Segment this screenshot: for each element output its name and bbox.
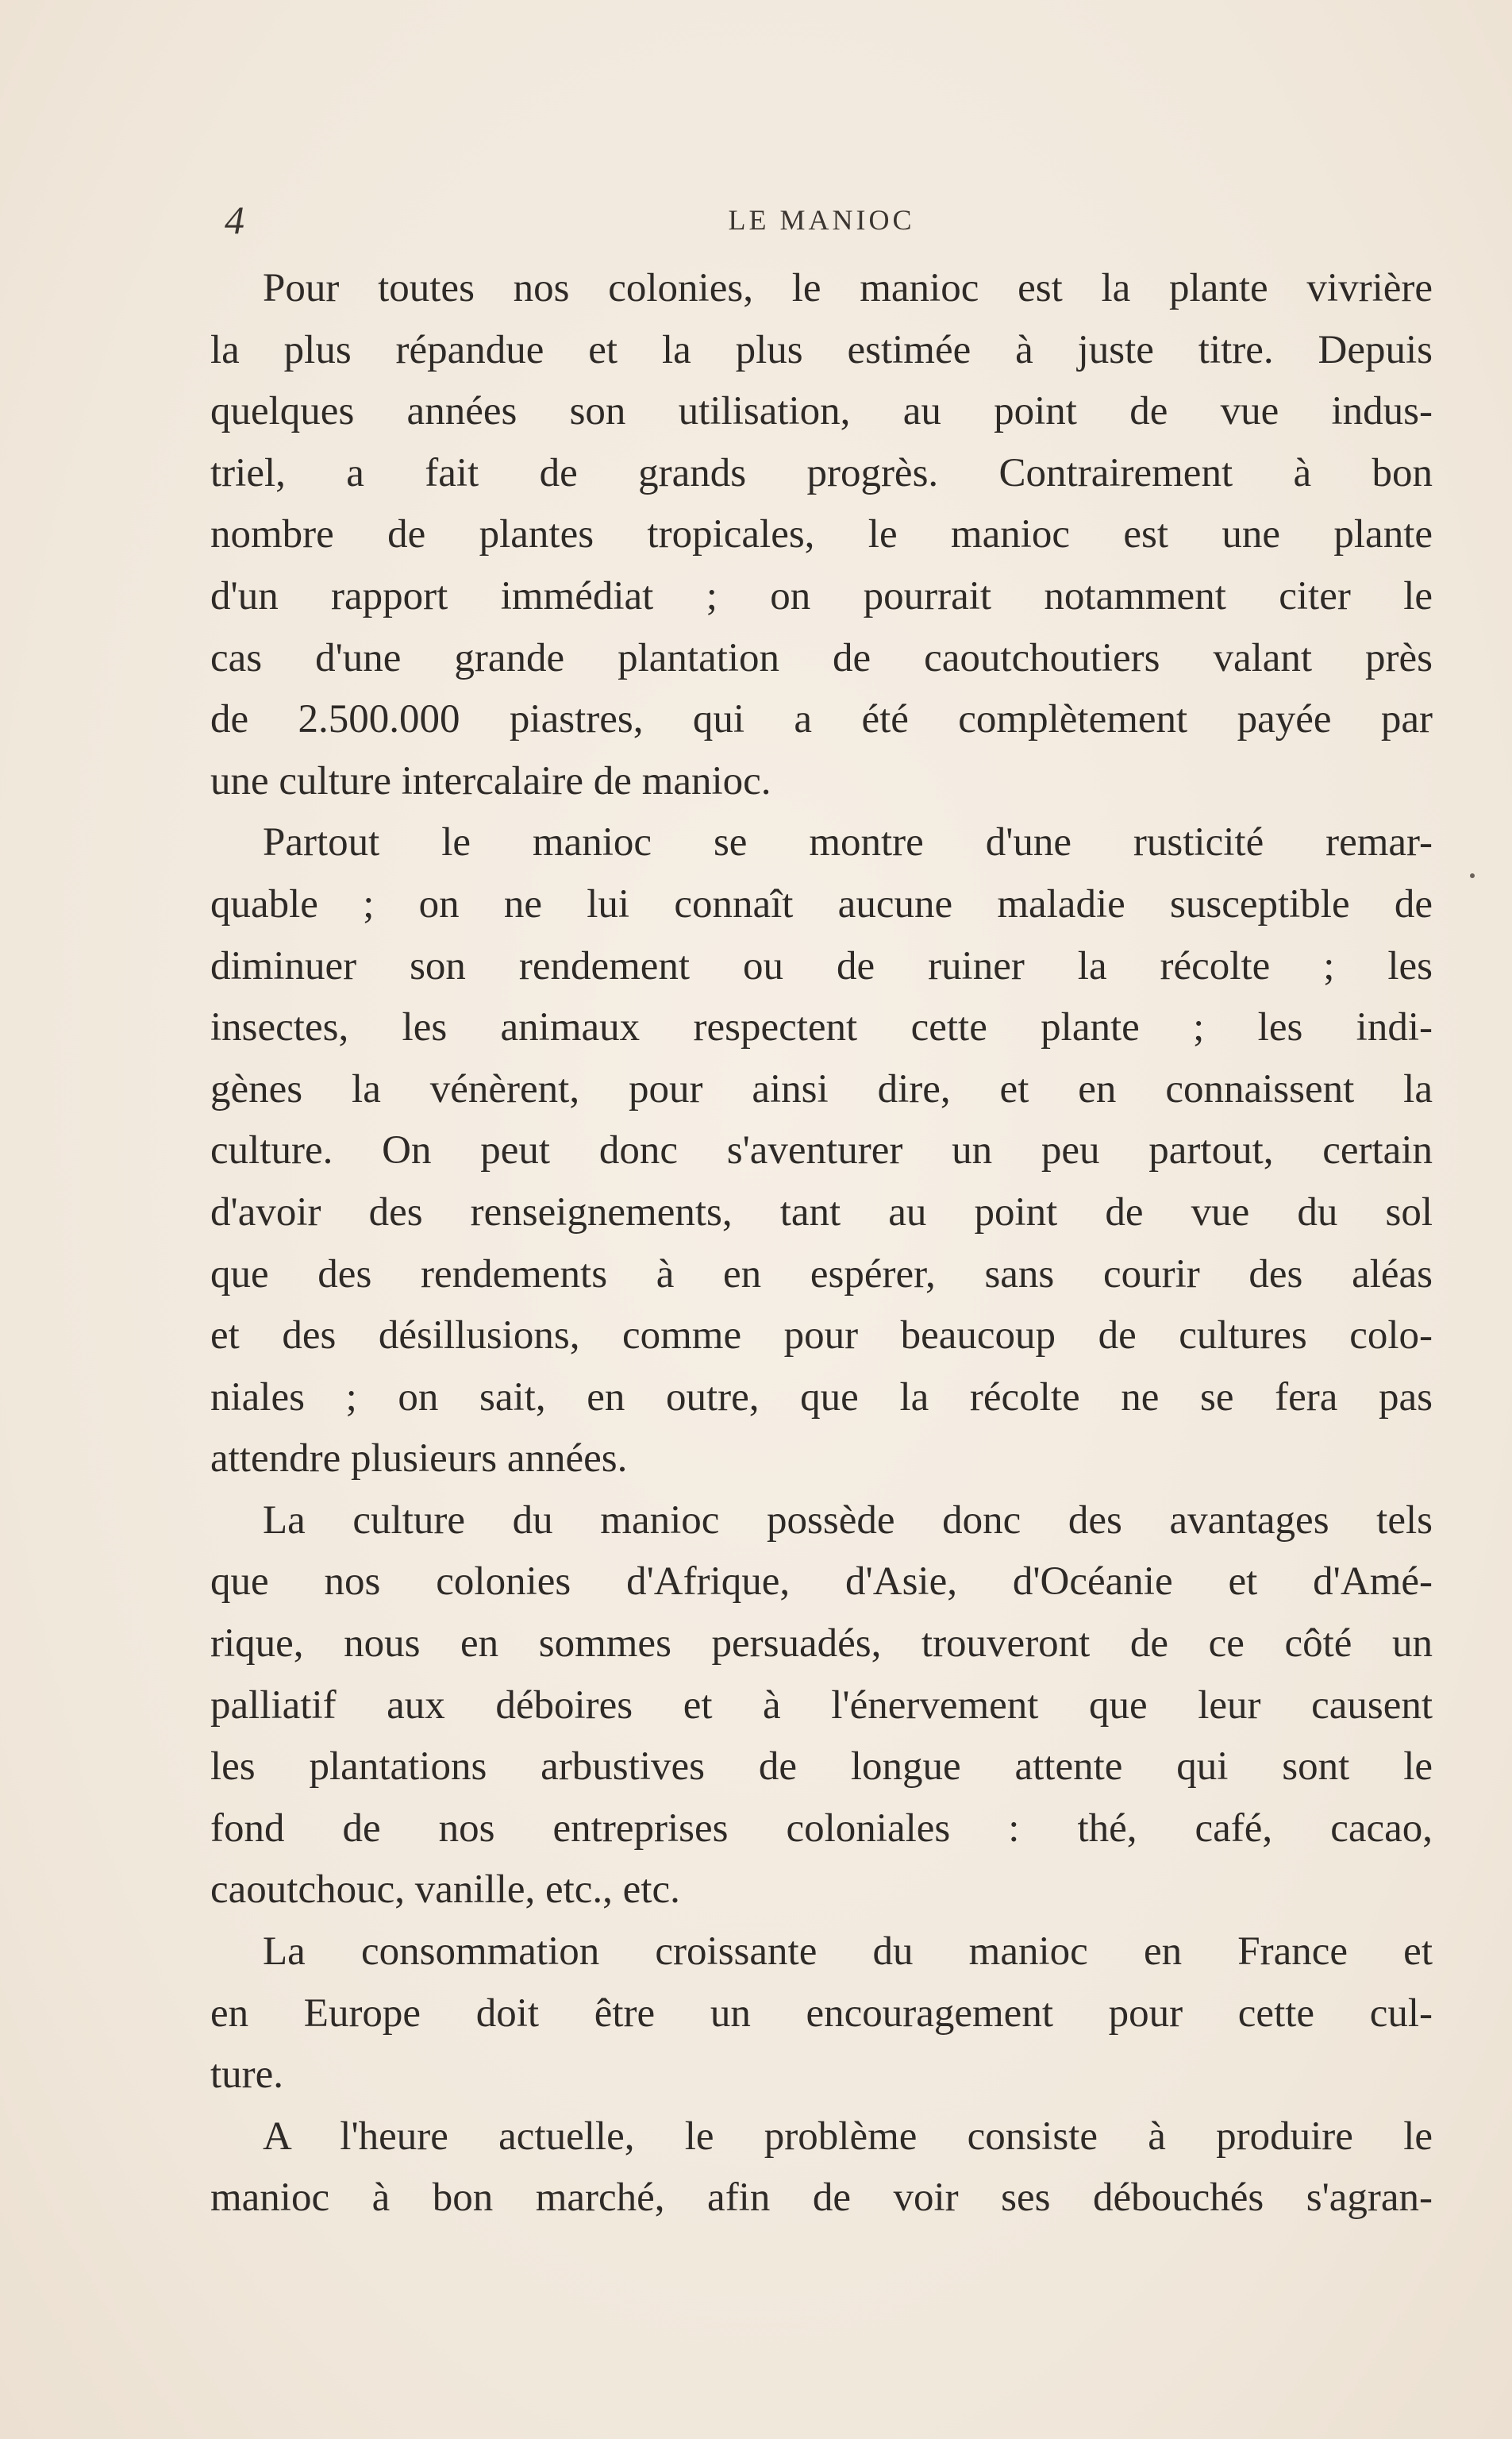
text-line: La consommation croissante du manioc en France et (263, 1929, 1433, 1975)
text-line: Pour toutes nos colonies, le manioc est la plante vivrière (263, 266, 1433, 310)
text-line: en Europe doit être un encouragement pour cette cul- (210, 1990, 1433, 2036)
text-line: palliatif aux déboires et à l'énervement que leur causent (210, 1682, 1433, 1728)
page-header (210, 192, 1433, 248)
text-line: ture. (210, 2052, 284, 2098)
text-line: gènes la vénèrent, pour ainsi dire, et en connaissent la (210, 1066, 1433, 1112)
text-line: que nos colonies d'Afrique, d'Asie, d'Océanie et d'Amé- (210, 1559, 1433, 1605)
text-line: insectes, les animaux respectent cette plante ; les indi- (210, 1005, 1433, 1050)
text-line: la plus répandue et la plus estimée à juste titre. Depuis (210, 327, 1433, 372)
text-line: attendre plusieurs années. (210, 1436, 628, 1482)
text-line: rique, nous en sommes persuadés, trouveront de ce côté un (210, 1621, 1433, 1666)
text-line: nombre de plantes tropicales, le manioc est une plante (210, 512, 1433, 557)
text-line: A l'heure actuelle, le problème consiste à produire le (263, 2113, 1433, 2159)
text-line: une culture intercalaire de manioc. (210, 758, 771, 803)
paragraph-5 (210, 2106, 1433, 2229)
body-text (210, 258, 1433, 2229)
text-line: de 2.500.000 piastres, qui a été complètement payée par (210, 697, 1433, 742)
text-line: les plantations arbustives de longue attente qui sont le (210, 1744, 1433, 1790)
running-title: LE MANIOC (728, 204, 915, 236)
text-line: manioc à bon marché, afin de voir ses débouchés s'agran- (210, 2175, 1433, 2221)
paragraph-3 (210, 1490, 1433, 1921)
text-line: quelques années son utilisation, au point de vue indus- (210, 389, 1433, 434)
page-number: 4 (225, 198, 244, 242)
paragraph-1 (210, 258, 1433, 812)
text-line: niales ; on sait, en outre, que la récolte ne se fera pas (210, 1374, 1433, 1420)
text-line: La culture du manioc possède donc des avantages tels (263, 1497, 1433, 1543)
text-line: cas d'une grande plantation de caoutchoutiers valant près (210, 635, 1433, 680)
paragraph-2 (210, 812, 1433, 1490)
paragraph-4 (210, 1921, 1433, 2106)
text-line: d'avoir des renseignements, tant au point de vue du sol (210, 1189, 1433, 1235)
text-line: d'un rapport immédiat ; on pourrait notamment citer le (210, 573, 1433, 618)
text-line: fond de nos entreprises coloniales : thé, café, cacao, (210, 1805, 1433, 1851)
text-line: quable ; on ne lui connaît aucune maladie susceptible de (210, 881, 1433, 927)
text-line: que des rendements à en espérer, sans courir des aléas (210, 1251, 1433, 1297)
text-line: Partout le manioc se montre d'une rusticité remar- (263, 820, 1433, 865)
text-line: et des désillusions, comme pour beaucoup de cultures colo- (210, 1313, 1433, 1358)
text-line: triel, a fait de grands progrès. Contrairement à bon (210, 450, 1433, 495)
text-line: caoutchouc, vanille, etc., etc. (210, 1867, 680, 1913)
text-line: diminuer son rendement ou de ruiner la récolte ; les (210, 943, 1433, 988)
text-line: culture. On peut donc s'aventurer un peu partout, certain (210, 1128, 1433, 1173)
margin-speck (1470, 873, 1475, 878)
